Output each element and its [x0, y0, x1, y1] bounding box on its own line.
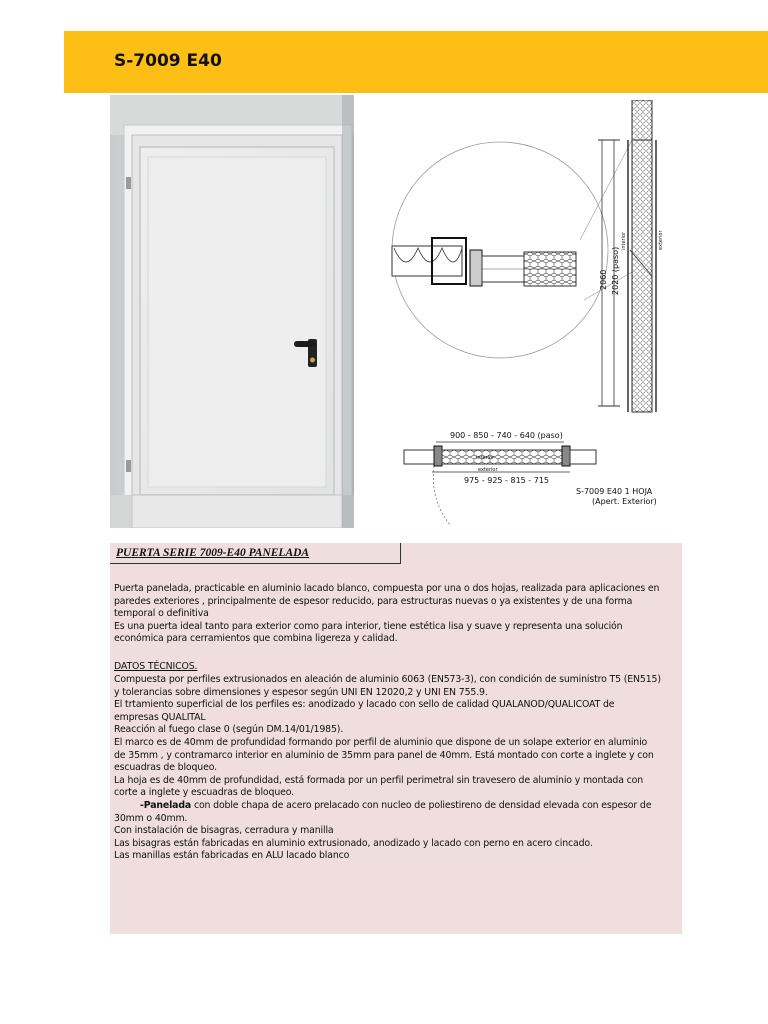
dim-width-passage: 900 - 850 - 740 - 640 (paso) [450, 431, 563, 440]
drawing-caption-sub: (Apert. Exterior) [592, 497, 657, 506]
door-photo [110, 95, 354, 528]
tech-line: de 35mm , y contramarco interior en aluminio de 35mm para panel de 40mm. Está montado con corte a inglete y con [114, 749, 654, 761]
dim-height-passage: 2020 (paso) [611, 246, 620, 295]
final-line: Las bisagras están fabricadas en aluminio extrusionado, anodizado y lacado con perno en acero cincado. [114, 837, 593, 849]
intro-line: paredes exteriores , principalmente de espesor reducido, para estructuras nuevas o ya existentes y de una forma [114, 595, 633, 607]
tech-line: La hoja es de 40mm de profundidad, está formada por un perfil perimetral sin travesero de aluminio y montada con [114, 774, 644, 786]
panelada-line [140, 800, 651, 813]
tech-line: El trtamiento superficial de los perfiles es: anodizado y lacado con sello de calidad QUALANOD/QUALICOAT de [114, 699, 615, 711]
final-line: Las manillas están fabricadas en ALU lacado blanco [114, 850, 350, 862]
tech-line: corte a inglete y escuadras de bloqueo. [114, 787, 294, 799]
tech-heading: DATOS TÉCNICOS. [114, 661, 198, 672]
label-interior: interior [621, 231, 627, 250]
panelada-rest: con doble chapa de acero prelacado con nucleo de poliestireno de densidad elevada con espesor de [191, 800, 652, 811]
description-panel [110, 543, 682, 934]
tech-line: Reacción al fuego clase 0 (según DM.14/01/1985). [114, 724, 344, 736]
plan-label-interior: interior [476, 455, 495, 461]
page-title: S-7009 E40 [114, 51, 222, 71]
tech-line: escuadras de bloqueo. [114, 762, 217, 774]
intro-line: económica para cerramientos que combina ligereza y calidad. [114, 633, 398, 645]
panelada-bold: -Panelada [140, 800, 192, 811]
plan-label-exterior: exterior [478, 467, 498, 473]
intro-line: Es una puerta ideal tanto para exterior como para interior, tiene estética lisa y suave y representa una solución [114, 620, 623, 632]
tech-line: El marco es de 40mm de profundidad formando por perfil de aluminio que dispone de un solape exterior en aluminio [114, 737, 648, 748]
intro-line: temporal o definitiva [114, 608, 209, 620]
drawing-caption: S-7009 E40 1 HOJA [576, 487, 653, 496]
dim-height-total: 2060 [599, 269, 608, 290]
tech-line: y tolerancias sobre dimensiones y espesor según UNI EN 12020,2 y UNI EN 755.9. [114, 686, 488, 698]
final-line: 30mm o 40mm. [114, 812, 188, 824]
header-band [64, 31, 768, 93]
tech-line: Compuesta por perfiles extrusionados en aleación de aluminio 6063 (EN573-3), con condición de suministro T5 (EN515) [114, 674, 661, 685]
panel-heading: PUERTA SERIE 7009-E40 PANELADA [110, 543, 401, 564]
label-exterior: exterior [658, 230, 664, 250]
technical-drawing [370, 100, 682, 530]
intro-line: Puerta panelada, practicable en aluminio lacado blanco, compuesta por una o dos hojas, realizada para aplicaciones en [114, 583, 660, 594]
dim-width-total: 975 - 925 - 815 - 715 [464, 476, 549, 485]
tech-line: empresas QUALITAL [114, 711, 206, 723]
final-line: Con instalación de bisagras, cerradura y manilla [114, 825, 334, 837]
